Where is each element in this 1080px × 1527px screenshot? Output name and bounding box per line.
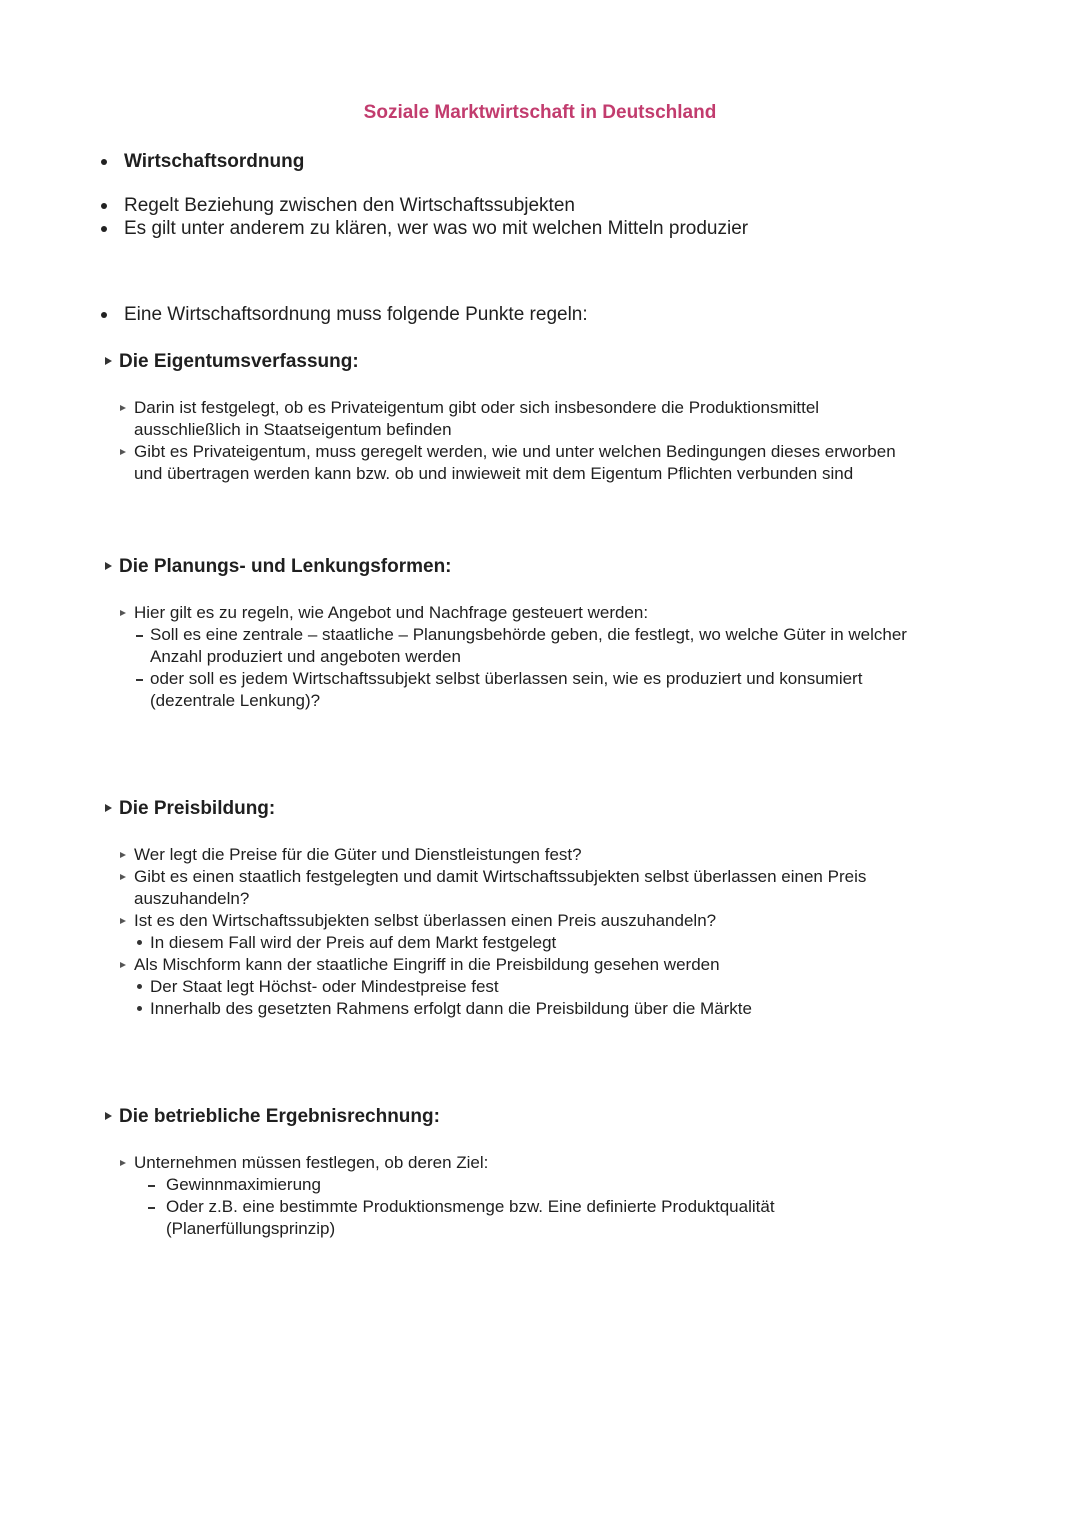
intro-bullet: Regelt Beziehung zwischen den Wirtschaftssubjekten: [124, 195, 575, 216]
intro-bullet: Es gilt unter anderem zu klären, wer was wo mit welchen Mitteln produzier: [124, 218, 749, 239]
bullet-dot: [101, 159, 107, 165]
triangle-bullet-icon: [120, 852, 126, 858]
triangle-bullet-icon: [120, 874, 126, 880]
triangle-bullet-icon: [120, 918, 126, 924]
triangle-bullet-icon: [120, 610, 126, 616]
section-heading-preis: Die Preisbildung:: [119, 798, 276, 819]
section-heading-planung: Die Planungs- und Lenkungsformen:: [119, 556, 452, 577]
intro-lead: Eine Wirtschaftsordnung muss folgende Punkte regeln:: [124, 304, 588, 325]
page-title: Soziale Marktwirtschaft in Deutschland: [363, 102, 717, 123]
preis-line: In diesem Fall wird der Preis auf dem Markt festgelegt: [150, 933, 557, 952]
preis-line: Innerhalb des gesetzten Rahmens erfolgt dann die Preisbildung über die Märkte: [150, 999, 752, 1018]
section-heading-eigentum: Die Eigentumsverfassung:: [119, 351, 359, 372]
triangle-bullet-icon: [120, 962, 126, 968]
triangle-bullet-icon: [105, 1112, 112, 1120]
preis-line: Der Staat legt Höchst- oder Mindestpreise fest: [150, 977, 499, 996]
planung-line: Anzahl produziert und angeboten werden: [150, 647, 461, 666]
eigentum-line: ausschließlich in Staatseigentum befinden: [134, 420, 452, 439]
triangle-bullet-icon: [120, 449, 126, 455]
planung-line: Soll es eine zentrale – staatliche – Planungsbehörde geben, die festlegt, wo welche Güter in welcher: [150, 625, 907, 644]
triangle-bullet-icon: [120, 1160, 126, 1166]
dash-bullet: [136, 679, 143, 681]
preis-line: auszuhandeln?: [134, 889, 250, 908]
dash-bullet: [148, 1207, 155, 1209]
preis-line: Ist es den Wirtschaftssubjekten selbst überlassen einen Preis auszuhandeln?: [134, 911, 717, 930]
section-heading-ergebnis: Die betriebliche Ergebnisrechnung:: [119, 1106, 440, 1127]
eigentum-line: und übertragen werden kann bzw. ob und inwieweit mit dem Eigentum Pflichten verbunden sind: [134, 464, 854, 483]
eigentum-line: Darin ist festgelegt, ob es Privateigentum gibt oder sich insbesondere die Produktionsmittel: [134, 398, 820, 417]
triangle-bullet-icon: [105, 804, 112, 812]
preis-line: Wer legt die Preise für die Güter und Dienstleistungen fest?: [134, 845, 582, 864]
triangle-bullet-icon: [120, 405, 126, 411]
intro-heading: Wirtschaftsordnung: [124, 151, 305, 172]
dash-bullet: [136, 635, 143, 637]
ergebnis-line: Oder z.B. eine bestimmte Produktionsmenge bzw. Eine definierte Produktqualität: [166, 1197, 775, 1216]
bullet-dot: [101, 226, 107, 232]
bullet-dot: [137, 1006, 142, 1011]
planung-line: oder soll es jedem Wirtschaftssubjekt selbst überlassen sein, wie es produziert und konsumiert: [150, 669, 863, 688]
ergebnis-line: (Planerfüllungsprinzip): [166, 1219, 336, 1238]
planung-line: Hier gilt es zu regeln, wie Angebot und Nachfrage gesteuert werden:: [134, 603, 649, 622]
triangle-bullet-icon: [105, 562, 112, 570]
triangle-bullet-icon: [105, 357, 112, 365]
ergebnis-line: Gewinnmaximierung: [166, 1175, 321, 1194]
dash-bullet: [148, 1185, 155, 1187]
bullet-dot: [137, 984, 142, 989]
bullet-dot: [101, 203, 107, 209]
eigentum-line: Gibt es Privateigentum, muss geregelt werden, wie und unter welchen Bedingungen dieses erworben: [134, 442, 896, 461]
ergebnis-line: Unternehmen müssen festlegen, ob deren Ziel:: [134, 1153, 489, 1172]
planung-line: (dezentrale Lenkung)?: [150, 691, 321, 710]
bullet-dot: [137, 940, 142, 945]
preis-line: Gibt es einen staatlich festgelegten und damit Wirtschaftssubjekten selbst überlassen einen Preis: [134, 867, 867, 886]
bullet-dot: [101, 312, 107, 318]
preis-line: Als Mischform kann der staatliche Eingriff in die Preisbildung gesehen werden: [134, 955, 720, 974]
